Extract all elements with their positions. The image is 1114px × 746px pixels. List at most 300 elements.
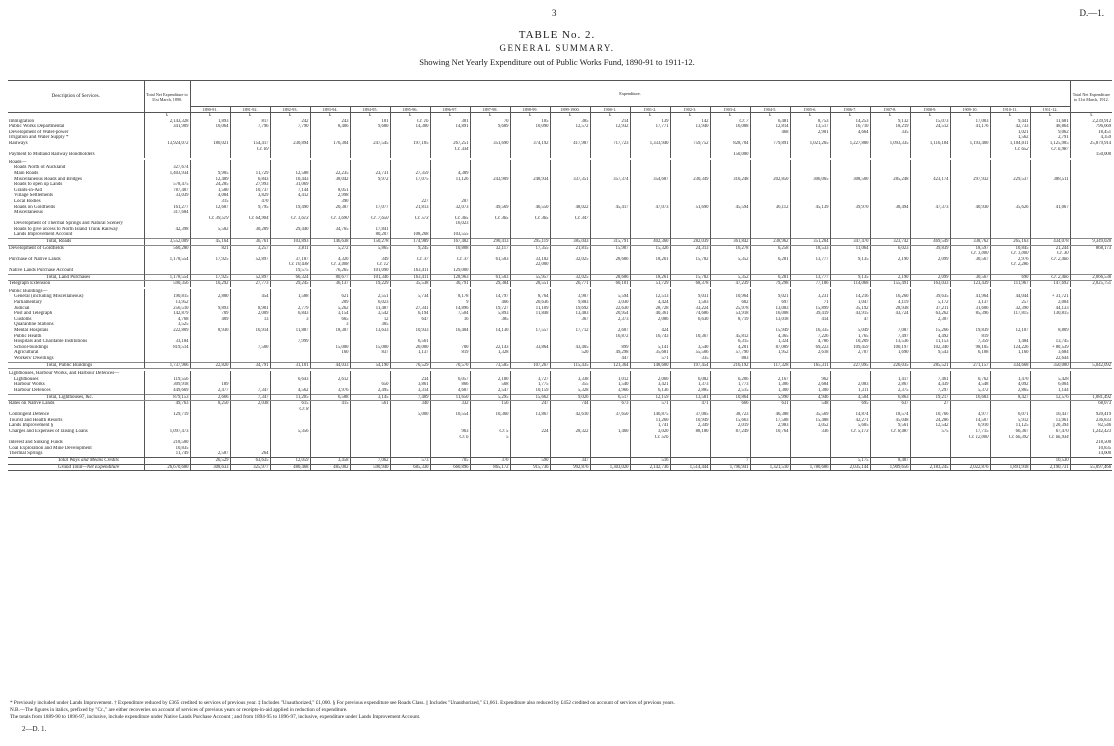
table-cell: 40,930 — [950, 205, 990, 211]
table-cell: 13,633 — [350, 328, 390, 334]
table-cell: 13,777 — [790, 274, 830, 281]
table-cell: 6,004 — [1030, 382, 1070, 388]
table-cell: 139 — [630, 119, 670, 125]
table-cell: 3 — [270, 317, 310, 323]
table-cell: 230,894 — [270, 141, 310, 147]
table-cell: 865,172 — [470, 464, 510, 471]
table-cell: 101,346 — [350, 274, 390, 281]
table-cell: 3,052 — [790, 423, 830, 429]
row-label: Total Ways and Means Credits — [8, 458, 144, 465]
table-cell: 9,135 — [830, 257, 870, 263]
table-cell: 2,142,736 — [630, 464, 670, 471]
table-cell: 45,594 — [710, 205, 750, 211]
table-cell: 4,687 — [430, 388, 470, 394]
row-label: Harbour Works — [14, 382, 45, 388]
table-cell: 317,684 — [144, 210, 190, 216]
table-cell: 17,557 — [510, 328, 550, 334]
table-cell: 12,513 — [630, 294, 670, 300]
table-cell: 1,178,554 — [144, 257, 190, 263]
table-cell: 4,548 — [950, 382, 990, 388]
table-cell: 402,360 — [630, 239, 670, 246]
table-cell: £ — [630, 113, 670, 119]
table-cell: 51,690 — [670, 205, 710, 211]
table-cell: £ — [670, 113, 710, 119]
table-cell: 15,662 — [510, 394, 550, 401]
table-cell: 306,065 — [790, 177, 830, 183]
row-label: Roads North of Auckland — [14, 165, 66, 171]
table-cell: £ — [710, 113, 750, 119]
table-cell: 5,172 — [910, 300, 950, 306]
table-cell: 22,235 — [310, 171, 350, 177]
table-cell: 190,815 — [144, 294, 190, 300]
table-cell: 61,503 — [470, 257, 510, 263]
table-cell: 2,515 — [710, 388, 750, 394]
table-cell: 18,307 — [310, 328, 350, 334]
table-cell: 2,684 — [790, 382, 830, 388]
table-cell: 53,918 — [710, 311, 750, 317]
table-cell: 119,556 — [144, 377, 190, 383]
header-description: Description of Services. — [8, 81, 144, 113]
table-cell: 39,635 — [910, 294, 950, 300]
table-cell: 11,260 — [630, 418, 670, 424]
table-cell: 590,356 — [144, 281, 190, 287]
table-cell: 43,915 — [830, 311, 870, 317]
table-cell: 7,359 — [950, 339, 990, 345]
table-cell: 82,546 — [1070, 423, 1112, 429]
table-cell: 48,022 — [550, 205, 590, 211]
table-cell: 2,547 — [470, 388, 510, 394]
table-cell: 7,347 — [230, 388, 270, 394]
table-cell: 5,272 — [310, 245, 350, 251]
table-cell: 49,298 — [590, 350, 630, 356]
table-cell: 28,686 — [590, 274, 630, 281]
row-label: Total, Land Purchases — [8, 274, 144, 281]
table-cell: 2,004 — [1030, 300, 1070, 306]
row-label: Roads to give access to North Island Trunk Railway — [14, 226, 119, 232]
row-label: Grand Total—Net Expenditure — [8, 464, 144, 471]
table-cell: 759,752 — [670, 141, 710, 147]
table-cell: 11,125 — [990, 423, 1030, 429]
table-cell: 1,137 — [390, 350, 430, 356]
table-cell: 1,104,011 — [990, 141, 1030, 147]
table-cell: 16,872 — [590, 334, 630, 340]
table-cell: 8,930 — [190, 328, 230, 334]
year-header: 1899-1900. — [550, 107, 590, 113]
table-cell: Cr. 8 — [270, 407, 310, 413]
table-cell: 22,644 — [1030, 356, 1070, 362]
year-header: 1903-4. — [710, 107, 750, 113]
table-cell: 10,808 — [430, 245, 470, 251]
table-cell: 415 — [310, 401, 350, 407]
table-cell: 9,883 — [550, 300, 590, 306]
table-cell: 454 — [230, 294, 270, 300]
table-cell: 962 — [790, 377, 830, 383]
table-cell: 5,893 — [470, 311, 510, 317]
row-label: Native Lands Purchase Account — [9, 268, 74, 274]
table-cell: 44,133 — [1030, 306, 1070, 312]
table-cell: 16,743 — [630, 334, 670, 340]
row-label: Post and Telegraph — [14, 311, 53, 317]
table-cell: 33,224 — [670, 306, 710, 312]
table-cell: 1,796,941 — [710, 464, 750, 471]
table-cell: 54,190 — [350, 362, 390, 369]
table-cell: 47 — [830, 317, 870, 323]
table-cell: 1,503 — [670, 300, 710, 306]
table-cell: 10,949 — [670, 418, 710, 424]
table-cell: 18,451 — [1070, 130, 1112, 136]
table-cell: 22,630 — [590, 306, 630, 312]
table-cell: 18,533 — [790, 245, 830, 251]
table-cell: 1,470 — [990, 377, 1030, 383]
table-cell: £ — [870, 113, 910, 119]
table-cell: 67,470 — [1030, 429, 1070, 435]
table-cell: 4,119 — [870, 300, 910, 306]
table-cell: 17,003 — [950, 119, 990, 125]
table-cell: 6,023 — [350, 300, 390, 306]
table-cell: 63,262 — [910, 311, 950, 317]
table-cell: 1,144 — [1030, 388, 1070, 394]
table-cell: 2,009 — [230, 311, 270, 317]
table-cell: 49,569 — [470, 205, 510, 211]
table-cell: 42,610 — [550, 412, 590, 418]
table-cell: 5,175 — [830, 458, 870, 465]
table-cell: 334,668 — [990, 362, 1030, 369]
table-cell: 18,261 — [630, 274, 670, 281]
table-cell: 485,002 — [310, 464, 350, 471]
table-cell: 163,411 — [390, 274, 430, 281]
table-cell: 796,669 — [1070, 124, 1112, 130]
table-cell: 1,460 — [590, 429, 630, 435]
table-cell: 68,378 — [670, 281, 710, 287]
table-cell: 9,021 — [750, 294, 790, 300]
table-cell: 20,636 — [510, 300, 550, 306]
row-label: Customs — [14, 316, 32, 322]
table-cell: 46,550 — [510, 205, 550, 211]
table-cell: 36,112 — [750, 205, 790, 211]
table-cell: 11,205 — [270, 394, 310, 401]
table-cell: 8,051 — [310, 188, 350, 194]
table-cell: 4,092 — [990, 382, 1030, 388]
table-cell — [590, 458, 630, 465]
table-cell: 4,389 — [430, 171, 470, 177]
table-cell: £ — [1070, 113, 1112, 119]
table-cell: 571 — [630, 401, 670, 407]
table-cell: 11,681 — [1030, 119, 1070, 125]
table-cell: 17,355 — [510, 245, 550, 251]
table-cell: 340 — [390, 401, 430, 407]
table-cell: Cr. 573 — [390, 216, 430, 222]
table-cell: 21,815 — [550, 245, 590, 251]
table-cell: 2,086 — [630, 317, 670, 323]
table-cell: 14,874 — [830, 412, 870, 418]
table-cell: £ — [550, 113, 590, 119]
table-cell: 57,790 — [710, 350, 750, 356]
table-cell: 148,600 — [630, 362, 670, 369]
table-cell: 817 — [230, 119, 270, 125]
table-cell: 1,081,492 — [1070, 394, 1112, 401]
table-cell: 2,190,731 — [1030, 464, 1070, 471]
table-cell: 19,575 — [270, 268, 310, 274]
row-label: Quarantine Stations — [14, 322, 54, 328]
table-cell: 4,664 — [830, 130, 870, 136]
table-cell: 3,030 — [590, 300, 630, 306]
table-cell: 256,510 — [144, 306, 190, 312]
table-cell: 24,512 — [910, 124, 950, 130]
row-label: Hospitals and Charitable Institutions — [14, 339, 88, 345]
table-cell: 2,612 — [310, 377, 350, 383]
table-cell: 660,896 — [430, 464, 470, 471]
table-cell: 9,245 — [390, 245, 430, 251]
table-cell: 290,413 — [470, 239, 510, 246]
table-cell: 38,042 — [310, 177, 350, 183]
table-cell: 2,707 — [830, 350, 870, 356]
table-cell: 12,159 — [630, 394, 670, 401]
table-cell: 7,226 — [790, 334, 830, 340]
year-header: 1895-96. — [390, 107, 430, 113]
table-cell: 9,543 — [910, 350, 950, 356]
table-cell: 35,192 — [830, 306, 870, 312]
table-cell: 45,139 — [790, 205, 830, 211]
table-cell: 197,454 — [670, 362, 710, 369]
table-cell: 8,901 — [230, 306, 270, 312]
table-cell: 52,897 — [230, 274, 270, 281]
table-cell: 388,511 — [1030, 177, 1070, 183]
row-label: Coal Exploration and Mine Development — [9, 445, 92, 451]
table-cell: 61,503 — [470, 274, 510, 281]
table-cell: 819 — [430, 350, 470, 356]
row-label: Purchase of Native Lands — [9, 256, 61, 262]
table-cell: 161,277 — [144, 205, 190, 211]
table-cell: 335 — [870, 130, 910, 136]
table-cell: 13,867 — [510, 412, 550, 418]
row-label: Lands Improvement Account — [14, 232, 73, 238]
table-cell: 17,925 — [190, 257, 230, 263]
row-label: Total, Lighthouses, &c. — [8, 394, 144, 401]
table-cell: 1,540 — [590, 382, 630, 388]
table-cell: 15,899 — [790, 306, 830, 312]
row-label: Interest and Sinking Funds — [9, 440, 63, 446]
table-cell: 516 — [630, 458, 670, 465]
table-cell: 3,861 — [390, 382, 430, 388]
table-cell: 4,504 — [830, 394, 870, 401]
table-cell: 9,795 — [230, 205, 270, 211]
table-cell: 665 — [310, 317, 350, 323]
table-cell: 2,495 — [350, 388, 390, 394]
table-cell: 9,680 — [350, 124, 390, 130]
table-cell: 271,157 — [950, 362, 990, 369]
table-cell: 35,626 — [990, 205, 1030, 211]
table-cell: 13,924,072 — [144, 141, 190, 147]
table-cell: 1,484 — [990, 339, 1030, 345]
table-cell: 230,349 — [670, 177, 710, 183]
table-cell: 6,023 — [870, 245, 910, 251]
table-cell: 9,349,020 — [1070, 239, 1112, 246]
table-cell: 8,406 — [310, 124, 350, 130]
table-cell: 573 — [390, 458, 430, 465]
table-cell: 180,021 — [190, 141, 230, 147]
table-cell: 17,075 — [390, 177, 430, 183]
table-cell: 26,529 — [190, 458, 230, 465]
table-cell: 33,039 — [144, 193, 190, 199]
table-cell: 16 — [430, 317, 470, 323]
table-cell: 8,809 — [1030, 328, 1070, 334]
table-cell: 44,044 — [990, 294, 1030, 300]
table-cell: 24,313 — [670, 245, 710, 251]
table-cell: 37,005 — [670, 412, 710, 418]
table-cell: Cr. 66,934 — [1030, 435, 1070, 441]
table-cell: 2,083 — [830, 382, 870, 388]
header-row — [8, 81, 1112, 107]
table-cell: 374,192 — [510, 141, 550, 147]
table-cell: 819,514 — [144, 345, 190, 351]
table-cell: 147,692 — [1030, 281, 1070, 287]
table-cell: 18,597 — [950, 245, 990, 251]
year-header: 1892-93. — [270, 107, 310, 113]
table-cell: 55,506 — [670, 350, 710, 356]
table-cell: 717,723 — [590, 141, 630, 147]
table-cell: Cr. 5 — [470, 429, 510, 435]
table-cell: Cr. 1,000 — [950, 251, 990, 257]
table-cell: 41,176 — [950, 124, 990, 130]
table-cell: 10,360 — [470, 412, 510, 418]
table-cell: Cr. 64,904 — [230, 216, 270, 222]
footnote-line-2: N.B.—The figures in italics, prefixed by "Cr.," are either recoveries on account of services of previous years or receipts-in-aid applied in reduction of expenditure. — [10, 707, 348, 713]
table-cell: 5,582 — [190, 227, 230, 233]
table-cell: 434,078 — [1030, 239, 1070, 246]
table-cell: 6,281 — [750, 274, 790, 281]
table-cell: 11,109 — [510, 306, 550, 312]
table-cell: 16,710 — [830, 124, 870, 130]
table-cell — [1070, 458, 1112, 465]
table-body — [8, 113, 1112, 471]
table-cell: 1,773 — [710, 382, 750, 388]
table-cell: 21,244 — [1030, 245, 1070, 251]
table-cell: 236,833 — [1070, 418, 1112, 424]
year-header: 1898-99. — [510, 107, 550, 113]
table-cell: 38,494 — [870, 205, 910, 211]
table-cell: 631 — [750, 401, 790, 407]
table-cell: 47,373 — [910, 205, 950, 211]
table-cell: 8,487 — [870, 458, 910, 465]
table-cell: 1,909,656 — [870, 464, 910, 471]
table-cell: 5,605 — [830, 423, 870, 429]
year-header: 1904-5. — [750, 107, 790, 113]
row-label: Telegraph Extension — [9, 281, 51, 287]
table-cell: 111,967 — [990, 281, 1030, 287]
table-cell: 12,932 — [590, 124, 630, 130]
table-cell: 167,482 — [430, 239, 470, 246]
row-label: Miscellaneous — [14, 210, 43, 216]
table-cell: 207 — [430, 199, 470, 205]
table-cell: 1,178,554 — [144, 274, 190, 281]
table-cell: 80,207 — [350, 232, 390, 238]
table-cell: 424 — [630, 328, 670, 334]
table-cell: Cr. 16 — [390, 119, 430, 125]
table-caption: Showing Net Yearly Expenditure out of Public Works Fund, 1890-91 to 1911-12. — [419, 57, 695, 67]
table-cell: 69,223 — [790, 345, 830, 351]
table-cell: 163,411 — [390, 268, 430, 274]
table-cell: 2,666 — [190, 394, 230, 401]
table-cell: 38,723 — [710, 412, 750, 418]
table-cell: 214 — [590, 119, 630, 125]
table-cell: 866 — [430, 382, 470, 388]
table-cell: 2,375 — [870, 388, 910, 394]
table-cell: 2,865 — [990, 388, 1030, 394]
table-cell: 13,083 — [750, 306, 790, 312]
table-cell: 5,262 — [310, 306, 350, 312]
table-cell: £ — [270, 113, 310, 119]
table-cell: Cr. 37 — [430, 257, 470, 263]
table-cell: 218,500 — [144, 440, 190, 446]
row-label: Railways — [9, 140, 28, 146]
table-cell: 264 — [230, 451, 270, 457]
table-cell: 5,042,092 — [1070, 362, 1112, 369]
table-cell: Cr. 347 — [550, 216, 590, 222]
table-cell: 3,020 — [630, 429, 670, 435]
table-cell: 2,019 — [710, 423, 750, 429]
table-cell: 4,320 — [310, 257, 350, 263]
table-cell: 29,245 — [270, 281, 310, 287]
table-cell: 88,180 — [670, 429, 710, 435]
table-cell: 10,367 — [670, 334, 710, 340]
table-cell: 899 — [590, 345, 630, 351]
table-cell: 10,835 — [144, 446, 190, 452]
table-cell: 868,173 — [1070, 245, 1112, 251]
table-cell: 25,978 — [710, 306, 750, 312]
table-cell: 21,813 — [390, 205, 430, 211]
table-cell: 242 — [270, 119, 310, 125]
year-header: 1907-8. — [870, 107, 910, 113]
table-cell: 2,587 — [190, 451, 230, 457]
table-cell: 5,990 — [750, 394, 790, 401]
table-cell: 2,976 — [990, 257, 1030, 263]
table-cell: 222,809 — [144, 328, 190, 334]
table-cell: 7,796 — [230, 124, 270, 130]
table-cell: 315 — [190, 199, 230, 205]
table-cell: 561 — [350, 401, 390, 407]
table-cell: 15,326 — [630, 245, 670, 251]
table-cell: 15,266 — [910, 328, 950, 334]
table-cell: 2,779 — [270, 306, 310, 312]
table-cell: 226,035 — [870, 362, 910, 369]
table-cell: 690 — [990, 274, 1030, 281]
table-cell: Cr. 12,000 — [950, 435, 990, 441]
table-cell: 11,487 — [350, 306, 390, 312]
table-cell: 224 — [510, 429, 550, 435]
year-header: 1906-7. — [830, 107, 870, 113]
table-cell: 101,090 — [350, 268, 390, 274]
table-cell: 39,839 — [910, 245, 950, 251]
table-cell: 24,286 — [910, 418, 950, 424]
table-cell: 338,762 — [950, 239, 990, 246]
table-cell: 7,461 — [910, 377, 950, 383]
table-cell: Cr. 8,487 — [870, 429, 910, 435]
table-cell: 879,153 — [144, 394, 190, 401]
table-cell: 23,731 — [350, 171, 390, 177]
table-cell: 2,477 — [190, 388, 230, 394]
table-cell: 247,545 — [350, 141, 390, 147]
table-cell: 3,542 — [350, 311, 390, 317]
table-cell: 48,864 — [1030, 124, 1070, 130]
table-cell: 1,891,918 — [990, 464, 1030, 471]
table-cell: 44,033 — [310, 362, 350, 369]
table-cell: 5,295 — [470, 394, 510, 401]
table-cell: 315,791 — [590, 239, 630, 246]
table-cell: + 80,539 — [1030, 345, 1070, 351]
table-cell: 2,373 — [590, 317, 630, 323]
table-cell: 14,797 — [470, 294, 510, 300]
table-cell: 548 — [790, 401, 830, 407]
